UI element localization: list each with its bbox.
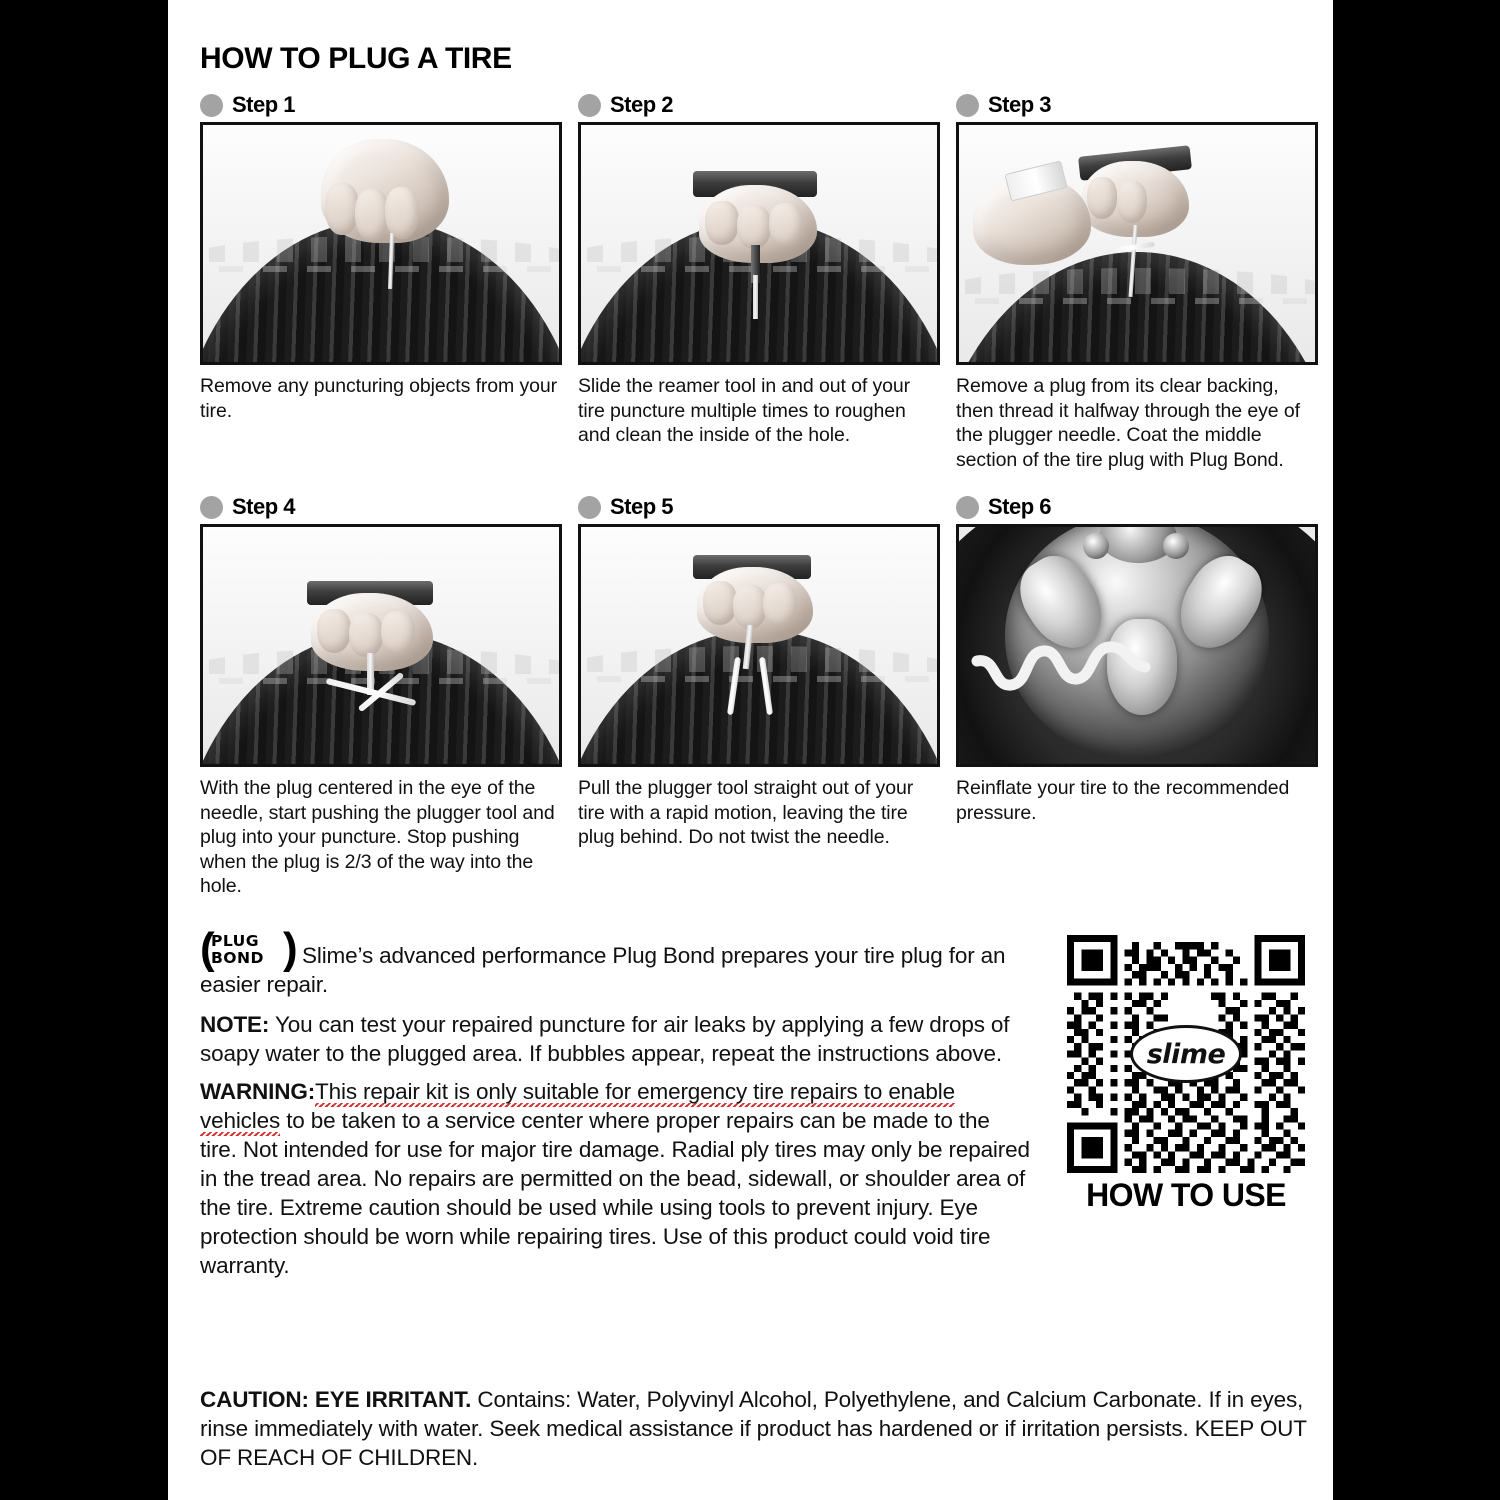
step-photo-1 (200, 122, 562, 365)
step-label-5: Step 5 (610, 494, 674, 519)
step-cell-6 (956, 490, 1318, 899)
bottom-text-column (200, 924, 1030, 1280)
step-photo-3 (956, 122, 1318, 365)
instruction-sheet-page (168, 0, 1333, 1500)
caution-label: CAUTION: EYE IRRITANT. (200, 1387, 472, 1412)
step-caption-2: Slide the reamer tool in and out of your tire puncture multiple times to roughen and clean the inside of the hole. (578, 375, 911, 446)
step-caption-6: Reinflate your tire to the recommended pressure. (956, 777, 1290, 824)
step-bullet-icon (578, 94, 601, 117)
slime-logo-badge (1130, 1025, 1242, 1083)
step-bullet-icon (956, 496, 979, 519)
step-header-1 (200, 88, 562, 122)
plug-bond-logo (200, 924, 298, 973)
qr-code-image[interactable] (1067, 935, 1305, 1173)
step-bullet-icon (578, 496, 601, 519)
step-label-2: Step 2 (610, 92, 674, 117)
warning-paragraph (200, 1077, 1030, 1280)
step-cell-5 (578, 490, 940, 899)
caution-paragraph-block (200, 1385, 1310, 1472)
plug-bond-paragraph (200, 924, 1030, 999)
step-header-3 (956, 88, 1318, 122)
plug-bond-bracket-left: ( (200, 924, 215, 973)
step-label-4: Step 4 (232, 494, 296, 519)
step-caption-3: Remove a plug from its clear backing, then thread it halfway through the eye of the plugger needle. Coat the middle section of the tire plug with Plug Bond. (956, 375, 1300, 471)
plug-bond-bracket-right: ) (283, 924, 298, 973)
step-cell-2 (578, 88, 940, 472)
step-header-2 (578, 88, 940, 122)
page-content (200, 0, 1320, 1500)
step-photo-4 (200, 524, 562, 767)
qr-block[interactable] (1052, 935, 1320, 1214)
step-cell-4 (200, 490, 562, 899)
step-header-6 (956, 490, 1318, 524)
warning-text-rest: to be taken to a service center where proper repairs can be made to the tire. Not intended for use for major tire damage. Radial ply tires may only be repaired in the tread area. No repairs are permitted on the bead, sidewall, or shoulder area of the tire. Extreme caution should be used while using tools to prevent injury. Eye protection should be worn while repairing tires. Use of this product could void tire warranty. (200, 1108, 1030, 1278)
step-cell-3 (956, 88, 1318, 472)
slime-logo-text: slime (1146, 1038, 1226, 1070)
step-caption-4: With the plug centered in the eye of the needle, start pushing the plugger tool and plug into your puncture. Stop pushing when the plug is 2/3 of the way into the hole. (200, 777, 555, 897)
warning-label: WARNING: (200, 1079, 316, 1104)
step-photo-2 (578, 122, 940, 365)
step-header-4 (200, 490, 562, 524)
page-title: HOW TO PLUG A TIRE (200, 42, 512, 75)
warning-text-spellchecked: This repair kit is only suitable for emergency tire repairs to enable vehicles (200, 1079, 955, 1136)
step-bullet-icon (200, 496, 223, 519)
step-photo-5 (578, 524, 940, 767)
step-label-3: Step 3 (988, 92, 1052, 117)
step-caption-1: Remove any puncturing objects from your tire. (200, 375, 558, 422)
caution-paragraph (200, 1385, 1310, 1472)
step-caption-5: Pull the plugger tool straight out of your tire with a rapid motion, leaving the tire plug behind. Do not twist the needle. (578, 777, 914, 848)
air-hose-icon (963, 623, 1153, 719)
plug-bond-logo-line2: BOND (211, 949, 264, 967)
caution-text: Contains: Water, Polyvinyl Alcohol, Polyethylene, and Calcium Carbonate. If in eyes, rinse immediately with water. Seek medical assistance if product has hardened or if irritation persists. KEEP OUT OF REACH OF CHILDREN. (200, 1387, 1307, 1470)
step-bullet-icon (956, 94, 979, 117)
step-photo-6 (956, 524, 1318, 767)
plug-bond-description: Slime’s advanced performance Plug Bond prepares your tire plug for an easier repair. (200, 943, 1006, 997)
steps-grid (200, 88, 1320, 899)
step-label-6: Step 6 (988, 494, 1052, 519)
steps-row-2 (200, 490, 1320, 899)
steps-row-1 (200, 88, 1320, 472)
step-cell-1 (200, 88, 562, 472)
qr-caption: HOW TO USE (1086, 1177, 1286, 1213)
step-bullet-icon (200, 94, 223, 117)
plug-bond-logo-line1: PLUG (211, 932, 259, 950)
step-label-1: Step 1 (232, 92, 296, 117)
step-header-5 (578, 490, 940, 524)
note-paragraph (200, 1010, 1030, 1068)
note-text: You can test your repaired puncture for air leaks by applying a few drops of soapy water to the plugged area. If bubbles appear, repeat the instructions above. (200, 1012, 1010, 1066)
note-label: NOTE: (200, 1012, 270, 1037)
